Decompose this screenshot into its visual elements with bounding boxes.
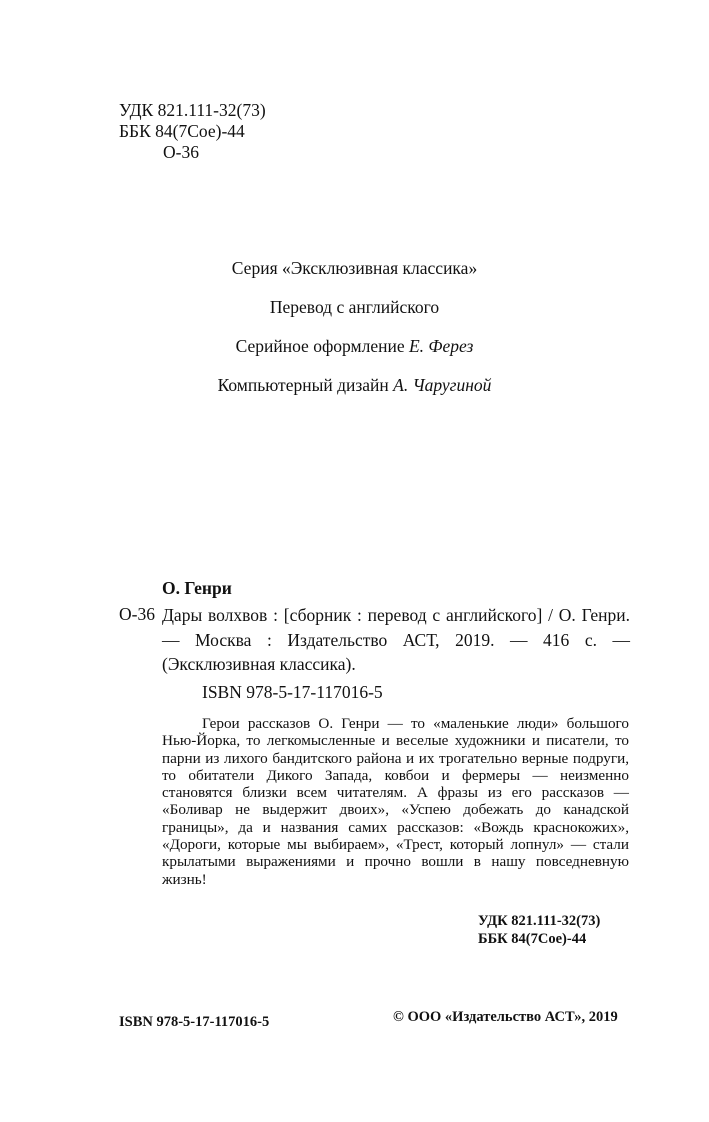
footer-codes <box>478 912 600 948</box>
footer-udk: УДК 821.111-32(73) <box>478 913 601 929</box>
annotation <box>162 715 629 888</box>
computer-designer-name: А. Чаругиной <box>393 375 492 395</box>
annotation-text: Герои рассказов О. Генри — то «маленькие люди» большого Нью-Йорка, то легкомысленные и веселые художники и писатели, то парни из лихого бандитского района и их трогательно верные подруги, то обитатели Дикого Запада, ковбои и фермеры — неизменно становятся близки всем читателям. А фразы из его рассказов — «Боливар не выдержит двоих», «Успею добежать до канадской границы», да и названия самих рассказов: «Вождь краснокожих», «Дороги, которые мы выбираем», «Трест, который лопнул» — стали крылатыми выражениями и прочно вошли в нашу повседневную жизнь! <box>162 715 629 888</box>
classification-codes <box>119 100 266 163</box>
series-line: Серия «Эксклюзивная классика» <box>231 258 478 278</box>
bibliographic-author: О. Генри <box>162 578 232 598</box>
bibliographic-code: О-36 <box>119 604 155 624</box>
bbk-code: ББК 84(7Сое)-44 <box>119 121 245 141</box>
designer-name: Е. Ферез <box>408 336 474 356</box>
udk-code: УДК 821.111-32(73) <box>119 100 266 120</box>
isbn-main: ISBN 978-5-17-117016-5 <box>202 682 383 702</box>
design-line <box>0 336 709 357</box>
bibliographic-description: Дары волхвов : [сборник : перевод с английского] / О. Генри. — Москва : Издательство АСТ, 2019. — 416 с. — (Эксклюзивная классика). <box>162 605 630 674</box>
author-mark: О-36 <box>163 142 199 162</box>
computer-design-prefix: Компьютерный дизайн <box>217 375 389 395</box>
translation-line: Перевод с английского <box>269 297 440 317</box>
design-prefix: Серийное оформление <box>235 336 405 356</box>
computer-design-line <box>0 375 709 396</box>
footer-bbk: ББК 84(7Сое)-44 <box>478 931 587 947</box>
copyright: © ООО «Издательство АСТ», 2019 <box>393 1009 618 1025</box>
isbn-footer: ISBN 978-5-17-117016-5 <box>119 1014 270 1030</box>
